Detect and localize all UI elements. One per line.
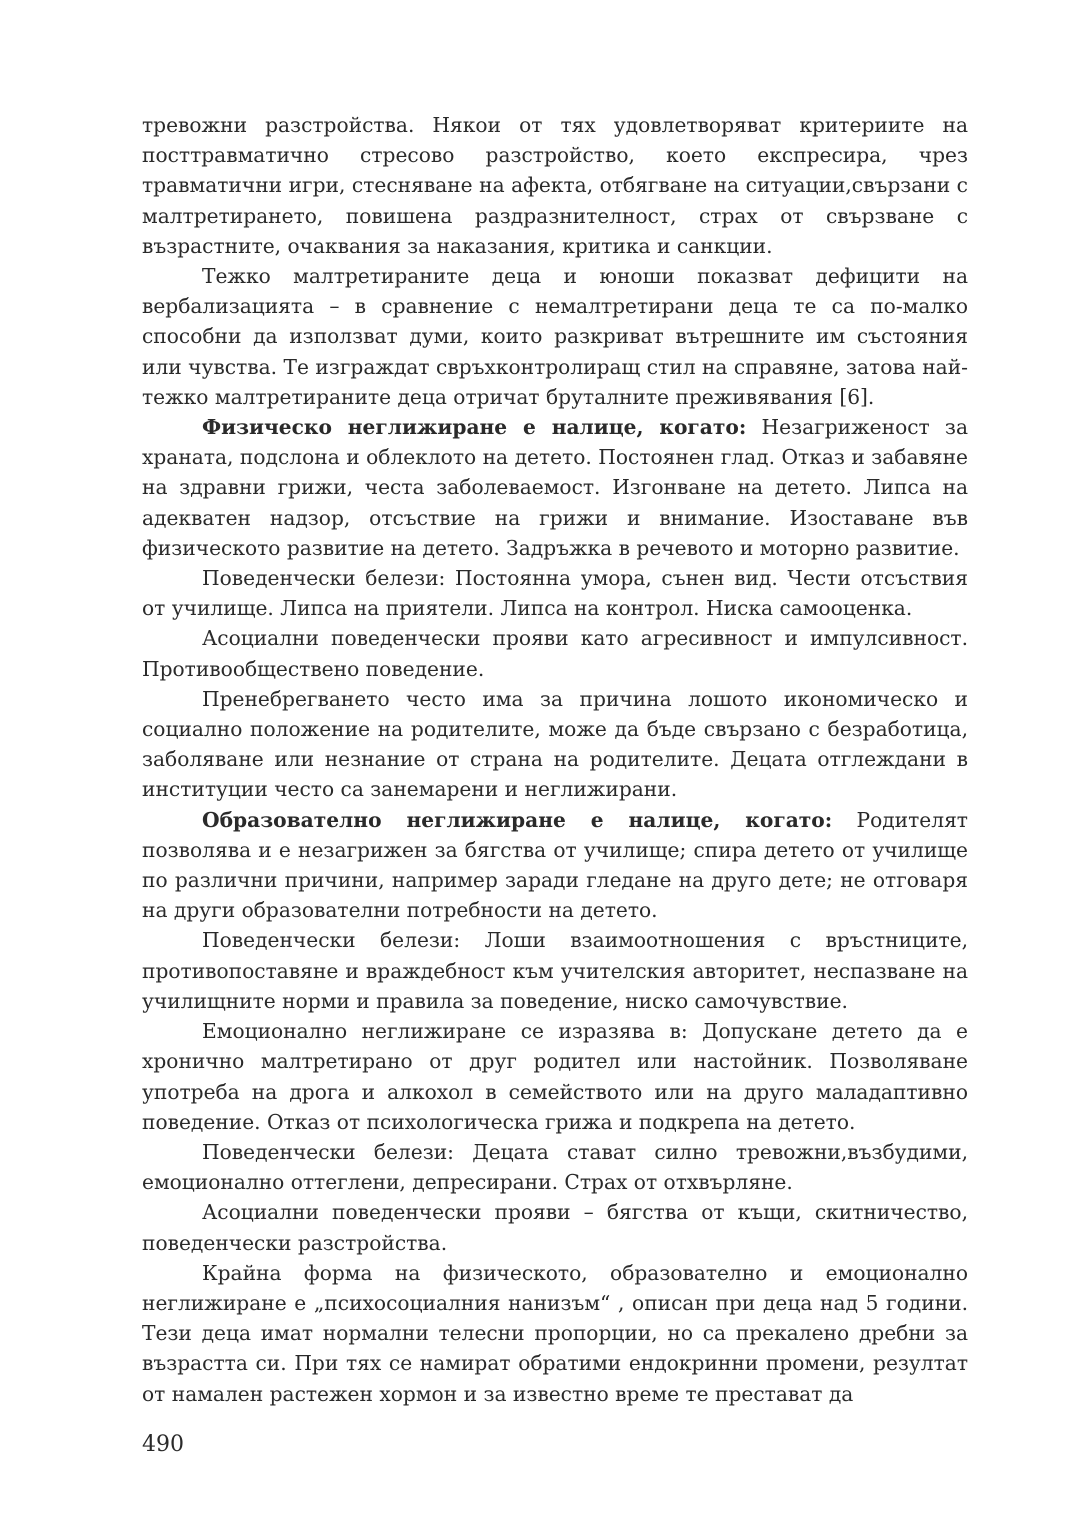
- paragraph-3-heading: Физическо неглижиране е налице, когато:: [202, 415, 747, 440]
- paragraph-6: Пренебрегването често има за причина лошото икономическо и социално положение на родителите, може да бъде свързано с безработица, заболяване или незнание от страна на родителите. Децата отглеждани в институции често са занемарени и неглижирани.: [142, 686, 968, 802]
- paragraph-12: Крайна форма на физическото, образователно и емоционално неглижиране е „психосоциалния нанизъм“ , описан при деца над 5 години. Тези деца имат нормални телесни пропорции, но са прекалено дребни за възрастта си. При тях се намират обратими ендокринни промени, резултат от намален растежен хормон и за известно време те престават да: [142, 1260, 968, 1406]
- body-text: [142, 110, 968, 1409]
- paragraph-7-heading: Образователно неглижиране е налице, когато:: [202, 807, 833, 832]
- paragraph-8: Поведенчески белези: Лоши взаимоотношения с връстниците, противопоставяне и враждебност към учителския авторитет, неспазване на училищните норми и правила за поведение, ниско самочувствие.: [142, 928, 968, 1013]
- paragraph-2: Тежко малтретираните деца и юноши показват дефицити на вербализацията – в сравнение с немалтретирани деца те са по-малко способни да използват думи, които разкриват вътрешните им състояния или чувства. Те изграждат свръхконтролиращ стил на справяне, затова най-тежко малтретираните деца отричат бруталните преживявания [6].: [142, 264, 968, 409]
- paragraph-11: Асоциални поведенчески прояви – бягства от къщи, скитничество, поведенчески разстройства.: [142, 1200, 968, 1255]
- paragraph-7: Образователно неглижиране е налице, когато: Родителят позволява и е незагрижен за бягства от училище; спира детето от училище по различни причини, например заради гледане на друго дете; не отговаря на други образователни потребности на детето.: [142, 807, 968, 923]
- paragraph-1: тревожни разстройства. Някои от тях удовлетворяват критериите на посттравматично стресово разстройство, което експресира, чрез травматични игри, стесняване на афекта, отбягване на ситуации,свързани с малтретирането, повишена раздразнителност, страх от свързване с възрастните, очаквания за наказания, критика и санкции.: [142, 113, 968, 258]
- paragraph-3: Физическо неглижиране е налице, когато: Незагриженост за храната, подслона и облеклото на детето. Постоянен глад. Отказ и забавяне на здравни грижи, честа заболеваемост. Изгонване на детето. Липса на адекватен надзор, отсъствие на грижи и внимание. Изоставане във физическото развитие на детето. Задръжка в речевото и моторно развитие.: [142, 415, 968, 560]
- paragraph-5: Асоциални поведенчески прояви като агресивност и импулсивност. Противообществено поведение.: [142, 626, 968, 681]
- page-number: 490: [142, 1432, 184, 1457]
- paragraph-4: Поведенчески белези: Постоянна умора, сънен вид. Чести отсъствия от училище. Липса на приятели. Липса на контрол. Ниска самооценка.: [142, 566, 968, 621]
- paragraph-10: Поведенчески белези: Децата стават силно тревожни,възбудими, емоционално оттеглени, депресирани. Страх от отхвърляне.: [142, 1139, 968, 1195]
- paragraph-9: Емоционално неглижиране се изразява в: Допускане детето да е хронично малтретирано от друг родител или настойник. Позволяване употреба на дрога и алкохол в семейството или на друго маладаптивно поведение. Отказ от психологическа грижа и подкрепа на детето.: [142, 1019, 968, 1134]
